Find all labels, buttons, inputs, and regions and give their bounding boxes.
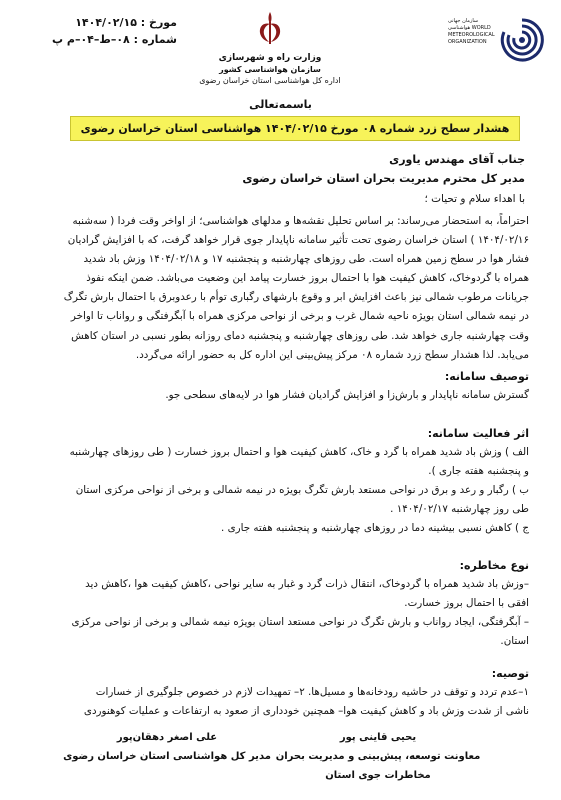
addressee bbox=[242, 150, 525, 188]
section-text: گسترش سامانه ناپایدار و بارش‌زا و افزایش گرادیان فشار هوا در لایه‌های سطحی جو. bbox=[165, 389, 529, 402]
letter-meta bbox=[52, 14, 177, 48]
recommendation-line: ناشی از شدت وزش باد و کاهش کیفیت هوا– همچنین خودداری از صعود به ارتفاعات و عملیات کوهنوردی bbox=[83, 705, 529, 718]
signature-left bbox=[52, 728, 282, 766]
signer-name: علی اصغر دهقان‌پور bbox=[116, 732, 218, 743]
hazard-line: افقی با احتمال بروز خسارت. bbox=[404, 597, 529, 610]
hazard-line: استان. bbox=[500, 635, 529, 648]
wmo-logo-text: سازمان جهانی هواشناسی WORLD METEOROLOGICAL ORGANIZATION bbox=[448, 18, 495, 45]
body-line: در نیمه شمالی استان بویژه ناحیه شمال غرب و برخی از نواحی مرکزی همراه با آبگرفتگی و رواناب تا اواخر bbox=[70, 310, 529, 323]
wmo-emblem-icon bbox=[496, 14, 548, 70]
alert-title-banner: هشدار سطح زرد شماره ۰۸ مورخ ۱۴۰۴/۰۲/۱۵ هواشناسی استان خراسان رضوی bbox=[70, 116, 520, 141]
body-line: وقت چهارشنبه جاری خواهد شد. طی روزهای چهارشنبه و پنجشنبه دمای روزانه بطور نسبی در استان کاهش bbox=[71, 329, 529, 342]
body-line: احتراماً، به استحضار می‌رساند: بر اساس تحلیل نقشه‌ها و مدلهای هواشناسی؛ از اواخر وقت فردا ( سه‌شنبه bbox=[72, 215, 529, 227]
system-description-section bbox=[30, 367, 529, 405]
body-line: جریانات مرطوب شمالی نیز باعث افزایش ابر و وقوع بارشهای رگباری توأم با رعدوبرق با احتمال بارش تگرگ bbox=[63, 291, 529, 304]
addressee-title: مدیر کل محترم مدیریت بحران استان خراسان رضوی bbox=[242, 172, 525, 185]
recommendation-section bbox=[30, 664, 529, 721]
iran-emblem-icon bbox=[253, 10, 287, 46]
section-heading: اثر فعالیت سامانه: bbox=[427, 427, 529, 440]
effects-line: ب ) رگبار و رعد و برق در نواحی مستعد بارش تگرگ بویژه در نیمه شمالی و برخی از نواحی مرکزی استان bbox=[75, 484, 529, 497]
bismillah: باسمه‌تعالی bbox=[249, 98, 312, 111]
signer-title: مخاطرات جوی استان bbox=[325, 770, 431, 781]
hazard-line: –وزش باد شدید همراه با گردوخاک، انتقال ذرات گرد و غبار به سایر نواحی ،کاهش کیفیت هوا ،کاهش دید bbox=[85, 578, 529, 591]
section-heading: توصیف سامانه: bbox=[444, 370, 529, 383]
ministry-name: وزارت راه و شهرسازی bbox=[218, 53, 322, 63]
hazard-type-section bbox=[30, 556, 529, 651]
section-heading: نوع مخاطره: bbox=[459, 559, 529, 572]
effects-line: ج ) کاهش نسبی بیشینه دما در روزهای چهارشنبه و پنجشنبه هفته جاری . bbox=[221, 522, 529, 535]
signer-title: مدیر کل هواشناسی استان خراسان رضوی bbox=[63, 751, 271, 762]
department-name: اداره کل هواشناسی استان خراسان رضوی bbox=[199, 76, 341, 85]
body-line: فشار هوا در سطح زمین همراه است. طی روزهای چهارشنبه و پنجشنبه ۱۷ و ۱۴۰۴/۰۲/۱۸ وزش باد شدید bbox=[83, 253, 529, 266]
effects-line: و پنجشنبه هفته جاری ). bbox=[428, 465, 529, 478]
wmo-logo bbox=[448, 14, 548, 70]
recommendation-line: ۱–عدم تردد و توقف در حاشیه رودخانه‌ها و مسیل‌ها. ۲– تمهیدات لازم در خصوص جلوگیری از خسارات bbox=[95, 686, 529, 699]
letter-body bbox=[30, 212, 529, 365]
hazard-line: – آبگرفتگی، ایجاد رواناب و بارش تگرگ در نواحی مستعد استان بویژه نیمه شمالی و برخی از نواحی مرکزی bbox=[71, 616, 529, 629]
signer-title: معاونت توسعه، پیش‌بینی و مدیریت بحران bbox=[275, 751, 481, 762]
addressee-name: جناب آقای مهندس یاوری bbox=[389, 153, 525, 166]
effects-line: الف ) وزش باد شدید همراه با گرد و خاک، کاهش کیفیت هوا و احتمال بروز خسارت ( طی روزهای چهارشنبه bbox=[69, 446, 529, 459]
body-line: همراه با گردوخاک، کاهش کیفیت هوا با احتمال بروز خسارت پیامد این وضعیت می‌باشد. ضمن اینکه نفوذ bbox=[86, 272, 529, 285]
org-header bbox=[195, 10, 345, 86]
effects-line: طی روز چهارشنبه ۱۴۰۴/۰۲/۱۷ . bbox=[390, 503, 529, 516]
section-heading: توصیه: bbox=[491, 667, 529, 680]
signature-right bbox=[273, 728, 483, 785]
greeting: با اهداء سلام و تحیات ؛ bbox=[424, 193, 525, 205]
body-line: می‌یابد. لذا هشدار سطح زرد شماره ۰۸ مرکز پیش‌بینی این اداره کل به حضور ارائه می‌گردد. bbox=[135, 348, 529, 361]
system-effects-section bbox=[30, 424, 529, 539]
signer-name: یحیی قاینی پور bbox=[339, 732, 417, 743]
letter-number: شماره : ۰۸–ط–۰۴–م پ bbox=[52, 33, 177, 46]
letter-date: مورخ : ۱۴۰۴/۰۲/۱۵ bbox=[75, 16, 177, 29]
body-line: ۱۴۰۴/۰۲/۱۶ ) استان خراسان رضوی تحت تأثیر سامانه ناپایدار جوی قرار خواهد گرفت، که با افزایش گرادیان bbox=[67, 234, 529, 247]
organization-name: سازمان هواشناسی کشور bbox=[219, 65, 321, 74]
